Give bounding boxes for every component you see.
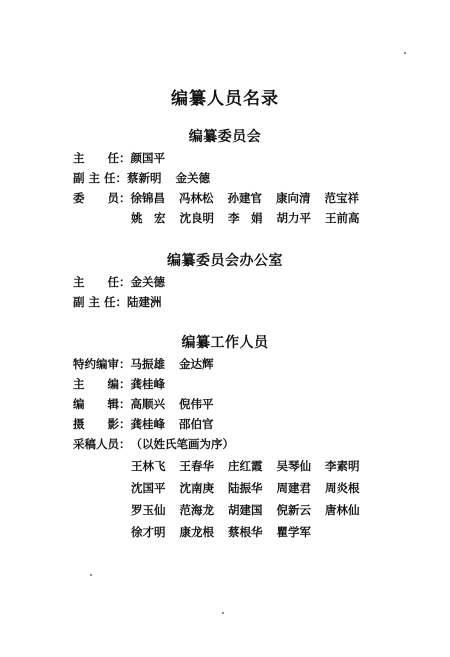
photographer-name: 龚桂峰	[130, 417, 165, 431]
editor-label: 编 辑：	[73, 397, 131, 411]
contributor-name: 沈国平	[131, 481, 166, 495]
committee-heading: 编纂委员会	[188, 129, 262, 145]
editor-row	[73, 396, 214, 412]
committee-member-name: 李 娟	[228, 211, 263, 225]
committee-members-row	[73, 190, 359, 206]
contributor-name: 陆振华	[228, 481, 263, 495]
contributor-name: 李素明	[325, 459, 360, 473]
contributor-name: 吴琴仙	[276, 459, 311, 473]
office-director-label: 主 任：	[73, 275, 131, 289]
photographer-label: 摄 影：	[73, 417, 131, 431]
office-heading: 编纂委员会办公室	[167, 253, 283, 269]
editor-name: 高顺兴	[130, 397, 165, 411]
committee-director-name: 颜国平	[130, 151, 165, 165]
special-editor-row	[73, 356, 214, 372]
office-vice-name: 陆建洲	[127, 295, 162, 309]
committee-member-name: 王前高	[325, 211, 360, 225]
contributor-name: 王春华	[179, 459, 214, 473]
committee-member-name: 康向清	[276, 191, 311, 205]
committee-member-name: 孙建官	[227, 191, 262, 205]
contributor-name: 范海龙	[179, 503, 214, 517]
document-title: 编纂人员名录	[171, 89, 279, 109]
contributor-name: 康龙根	[179, 525, 214, 539]
scan-speck	[222, 612, 224, 614]
contributor-name: 瞿学军	[276, 525, 311, 539]
photographer-name: 邵伯官	[179, 417, 214, 431]
contributor-name: 徐才明	[131, 525, 166, 539]
scan-speck	[404, 52, 406, 54]
chief-editor-name: 龚桂峰	[130, 377, 165, 391]
contributor-name: 胡建国	[228, 503, 263, 517]
contributor-name: 唐林仙	[325, 503, 360, 517]
scan-speck	[90, 574, 92, 576]
chief-editor-label: 主 编：	[73, 377, 131, 391]
special-editor-label: 特约编审：	[73, 357, 131, 371]
staff-heading: 编纂工作人员	[181, 335, 269, 351]
contributor-name: 罗玉仙	[131, 503, 166, 517]
special-editor-name: 金达辉	[179, 357, 214, 371]
office-vice-row	[73, 294, 162, 310]
special-editor-name: 马振雄	[130, 357, 165, 371]
contributors-header-row	[73, 436, 234, 452]
committee-member-name: 沈良明	[179, 211, 214, 225]
contributor-name: 周炎根	[325, 481, 360, 495]
contributor-name: 蔡根华	[228, 525, 263, 539]
committee-vice-row	[73, 170, 210, 186]
committee-vice-label: 副 主 任：	[73, 171, 128, 185]
contributors-note: （以姓氏笔画为序）	[130, 437, 234, 451]
contributor-name: 王林飞	[131, 459, 166, 473]
committee-members-label: 委 员：	[73, 191, 131, 205]
contributor-name: 沈南庚	[179, 481, 214, 495]
committee-member-name: 范宝祥	[324, 191, 359, 205]
contributor-name: 周建君	[276, 481, 311, 495]
contributor-name: 倪新云	[276, 503, 311, 517]
chief-editor-row	[73, 376, 165, 392]
contributors-row	[131, 524, 311, 540]
office-director-row	[73, 274, 165, 290]
committee-member-name: 冯林松	[179, 191, 214, 205]
committee-vice-name: 蔡新明	[127, 171, 162, 185]
committee-director-label: 主 任：	[73, 151, 131, 165]
contributor-name: 庄红霞	[228, 459, 263, 473]
committee-member-name: 徐锦昌	[130, 191, 165, 205]
contributors-label: 采稿人员：	[73, 437, 131, 451]
office-vice-label: 副 主 任：	[73, 295, 128, 309]
photographer-row	[73, 416, 214, 432]
editor-name: 倪伟平	[179, 397, 214, 411]
committee-members-row-2	[131, 210, 360, 226]
committee-vice-name: 金关德	[175, 171, 211, 185]
committee-member-name: 姚 宏	[131, 211, 166, 225]
contributors-row	[131, 480, 360, 496]
contributors-row	[131, 458, 360, 474]
contributors-row	[131, 502, 360, 518]
committee-director-row	[73, 150, 165, 166]
committee-member-name: 胡力平	[276, 211, 311, 225]
office-director-name: 金关德	[130, 275, 165, 289]
